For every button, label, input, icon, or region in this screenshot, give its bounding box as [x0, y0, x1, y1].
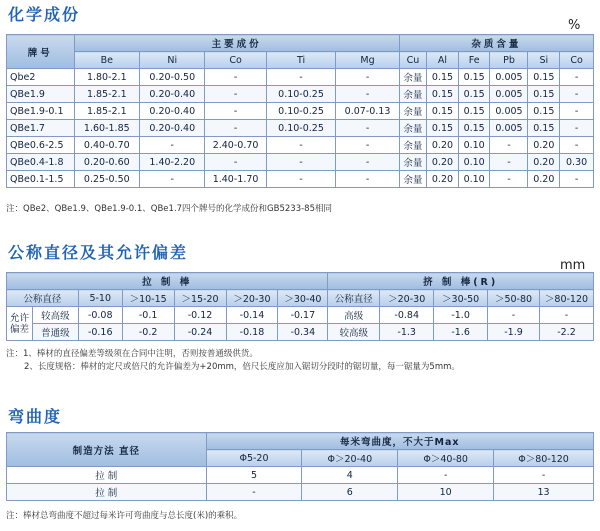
value-cell: 0.10-0.25 — [266, 103, 336, 120]
value-cell: - — [205, 103, 266, 120]
value-cell: 1.80-2.1 — [74, 69, 139, 86]
value-cell: - — [336, 137, 399, 154]
value-cell: 1.60-1.85 — [74, 120, 139, 137]
element-col-header: Ti — [266, 52, 336, 69]
table-row — [7, 467, 594, 484]
nominal-diameter-label: 公称直径 — [7, 290, 79, 307]
method-cell: 拉 制 — [7, 484, 207, 501]
value-cell: -2.2 — [539, 324, 593, 341]
impurity-col-header: Si — [528, 52, 560, 69]
nominal-diameter-label: 公称直径 — [328, 290, 380, 307]
value-cell: 余量 — [399, 69, 426, 86]
grade-cell: QBe1.7 — [7, 120, 75, 137]
value-cell: 余量 — [399, 103, 426, 120]
value-cell: -1.9 — [488, 324, 540, 341]
value-cell: 0.20 — [427, 137, 459, 154]
table-row — [7, 484, 594, 501]
value-cell: 0.40-0.70 — [74, 137, 139, 154]
impurity-header: 杂质含量 — [399, 35, 593, 52]
value-cell: -0.34 — [278, 324, 328, 341]
extruded-bar-header: 挤 制 棒(R) — [328, 273, 594, 290]
value-cell: - — [336, 154, 399, 171]
value-cell: - — [560, 171, 594, 188]
value-cell: - — [560, 137, 594, 154]
grade-cell: QBe0.6-2.5 — [7, 137, 75, 154]
value-cell: - — [205, 154, 266, 171]
value-cell: 0.15 — [528, 86, 560, 103]
element-col-header: Ni — [140, 52, 205, 69]
value-cell: 0.15 — [458, 86, 490, 103]
value-cell: - — [266, 69, 336, 86]
value-cell: - — [490, 154, 528, 171]
value-cell: -0.2 — [122, 324, 174, 341]
value-cell: 0.15 — [458, 120, 490, 137]
diameter-table — [6, 272, 594, 341]
value-cell: 0.10-0.25 — [266, 120, 336, 137]
value-cell: - — [539, 307, 593, 324]
value-cell: - — [140, 137, 205, 154]
table-row — [7, 120, 594, 137]
value-cell: 4 — [302, 467, 398, 484]
value-cell: - — [336, 86, 399, 103]
grade-cell: QBe1.9-0.1 — [7, 103, 75, 120]
diameter-col-header: Φ＞80-120 — [494, 450, 594, 467]
value-cell: - — [490, 137, 528, 154]
value-cell: - — [560, 120, 594, 137]
composition-unit: % — [568, 18, 581, 33]
table-row — [7, 137, 594, 154]
value-cell: 余量 — [399, 154, 426, 171]
value-cell: - — [205, 86, 266, 103]
grade-cell: 普通级 — [32, 324, 78, 341]
composition-note: 注：QBe2、QBe1.9、QBe1.9-0.1、QBe1.7四个牌号的化学成份和GB5233-85相同 — [6, 204, 332, 214]
grade-cell: 较高级 — [32, 307, 78, 324]
value-cell: 1.40-1.70 — [205, 171, 266, 188]
value-cell: - — [560, 86, 594, 103]
table-row — [7, 154, 594, 171]
impurity-col-header: Cu — [399, 52, 426, 69]
value-cell: 0.10 — [458, 171, 490, 188]
drawn-diameter-col: ＞10-15 — [122, 290, 174, 307]
diameter-note-2: 2、长度规格：棒材的定尺或倍尺的允许偏差为+20mm，倍尺长度应加入锯切分段时的锯切量，每一锯量为5mm。 — [24, 362, 460, 372]
drawn-diameter-col: ＞30-40 — [278, 290, 328, 307]
value-cell: -0.08 — [78, 307, 122, 324]
table-row — [7, 171, 594, 188]
value-cell: -1.3 — [380, 324, 434, 341]
value-cell: - — [205, 69, 266, 86]
value-cell: - — [336, 120, 399, 137]
value-cell: 13 — [494, 484, 594, 501]
value-cell: 0.15 — [427, 103, 459, 120]
grade-header: 牌号 — [7, 35, 75, 69]
composition-title: 化学成份 — [8, 5, 81, 24]
value-cell: 1.85-2.1 — [74, 86, 139, 103]
value-cell: 0.15 — [458, 69, 490, 86]
value-cell: - — [336, 69, 399, 86]
extruded-diameter-col: ＞30-50 — [434, 290, 488, 307]
value-cell: 余量 — [399, 86, 426, 103]
value-cell: -0.14 — [226, 307, 278, 324]
table-row — [7, 86, 594, 103]
bending-note: 注：棒材总弯曲度不超过每米许可弯曲度与总长度(米)的乘积。 — [6, 511, 243, 521]
value-cell: -1.0 — [434, 307, 488, 324]
diameter-title: 公称直径及其允许偏差 — [8, 243, 189, 262]
grade-cell: Qbe2 — [7, 69, 75, 86]
value-cell: 1.40-2.20 — [140, 154, 205, 171]
value-cell: 0.20-0.60 — [74, 154, 139, 171]
drawn-diameter-col: 5-10 — [78, 290, 122, 307]
value-cell: 0.20-0.40 — [140, 120, 205, 137]
grade-cell: QBe0.4-1.8 — [7, 154, 75, 171]
drawn-diameter-col: ＞20-30 — [226, 290, 278, 307]
value-cell: 0.20 — [528, 154, 560, 171]
value-cell: - — [140, 171, 205, 188]
value-cell: 0.20-0.40 — [140, 103, 205, 120]
value-cell: 2.40-0.70 — [205, 137, 266, 154]
value-cell: 0.15 — [528, 120, 560, 137]
value-cell: 0.10 — [458, 137, 490, 154]
value-cell: 6 — [302, 484, 398, 501]
value-cell: -0.16 — [78, 324, 122, 341]
bending-title: 弯曲度 — [8, 407, 63, 426]
value-cell: 0.20-0.50 — [140, 69, 205, 86]
value-cell: -0.1 — [122, 307, 174, 324]
value-cell: 10 — [398, 484, 494, 501]
value-cell: 0.20 — [528, 137, 560, 154]
grade-cell: QBe1.9 — [7, 86, 75, 103]
diameter-unit: mm — [560, 258, 586, 273]
drawn-bar-header: 拉 制 棒 — [7, 273, 328, 290]
table-row — [7, 69, 594, 86]
value-cell: 0.005 — [490, 103, 528, 120]
extruded-diameter-col: ＞50-80 — [488, 290, 540, 307]
value-cell: - — [560, 103, 594, 120]
value-cell: 0.30 — [560, 154, 594, 171]
value-cell: 0.15 — [528, 69, 560, 86]
value-cell: 0.15 — [427, 86, 459, 103]
value-cell: -0.17 — [278, 307, 328, 324]
value-cell: 0.20 — [427, 154, 459, 171]
table-row — [7, 324, 594, 341]
value-cell: - — [494, 467, 594, 484]
grade-cell: QBe0.1-1.5 — [7, 171, 75, 188]
element-col-header: Co — [205, 52, 266, 69]
grade-cell: 高级 — [328, 307, 380, 324]
method-header: 制造方法 直径 — [7, 433, 207, 467]
composition-table — [6, 34, 594, 188]
value-cell: 0.15 — [528, 103, 560, 120]
value-cell: - — [266, 137, 336, 154]
value-cell: 0.005 — [490, 120, 528, 137]
value-cell: -0.12 — [174, 307, 226, 324]
max-bend-header: 每米弯曲度，不大于Max — [206, 433, 593, 450]
tolerance-label: 允许偏差 — [7, 307, 33, 341]
diameter-col-header: Φ5-20 — [206, 450, 302, 467]
value-cell: - — [490, 171, 528, 188]
diameter-note-1: 注：1、棒材的直径偏差等级须在合同中注明，否则按普通级供货。 — [6, 349, 258, 359]
impurity-col-header: Co — [560, 52, 594, 69]
value-cell: 余量 — [399, 120, 426, 137]
value-cell: 余量 — [399, 137, 426, 154]
extruded-diameter-col: ＞80-120 — [539, 290, 593, 307]
value-cell: 0.005 — [490, 69, 528, 86]
value-cell: - — [488, 307, 540, 324]
value-cell: - — [560, 69, 594, 86]
element-col-header: Be — [74, 52, 139, 69]
bending-table — [6, 432, 594, 501]
value-cell: 1.85-2.1 — [74, 103, 139, 120]
value-cell: - — [266, 171, 336, 188]
value-cell: - — [205, 120, 266, 137]
value-cell: 0.10 — [458, 154, 490, 171]
value-cell: 0.07-0.13 — [336, 103, 399, 120]
value-cell: 0.25-0.50 — [74, 171, 139, 188]
value-cell: 0.15 — [458, 103, 490, 120]
value-cell: - — [398, 467, 494, 484]
diameter-col-header: Φ＞40-80 — [398, 450, 494, 467]
value-cell: -0.24 — [174, 324, 226, 341]
value-cell: 0.15 — [427, 69, 459, 86]
table-row — [7, 103, 594, 120]
impurity-col-header: Fe — [458, 52, 490, 69]
extruded-diameter-col: ＞20-30 — [380, 290, 434, 307]
value-cell: -1.6 — [434, 324, 488, 341]
element-col-header: Mg — [336, 52, 399, 69]
impurity-col-header: Pb — [490, 52, 528, 69]
value-cell: - — [206, 484, 302, 501]
table-row — [7, 307, 594, 324]
value-cell: 0.005 — [490, 86, 528, 103]
value-cell: - — [336, 171, 399, 188]
value-cell: -0.18 — [226, 324, 278, 341]
main-components-header: 主要成份 — [74, 35, 399, 52]
value-cell: 0.20 — [427, 171, 459, 188]
value-cell: 5 — [206, 467, 302, 484]
value-cell: 0.10-0.25 — [266, 86, 336, 103]
value-cell: -0.84 — [380, 307, 434, 324]
method-cell: 拉 制 — [7, 467, 207, 484]
value-cell: 0.20-0.40 — [140, 86, 205, 103]
value-cell: 0.15 — [427, 120, 459, 137]
grade-cell: 较高级 — [328, 324, 380, 341]
diameter-col-header: Φ＞20-40 — [302, 450, 398, 467]
value-cell: 余量 — [399, 171, 426, 188]
value-cell: - — [266, 154, 336, 171]
value-cell: 0.20 — [528, 171, 560, 188]
drawn-diameter-col: ＞15-20 — [174, 290, 226, 307]
impurity-col-header: Al — [427, 52, 459, 69]
